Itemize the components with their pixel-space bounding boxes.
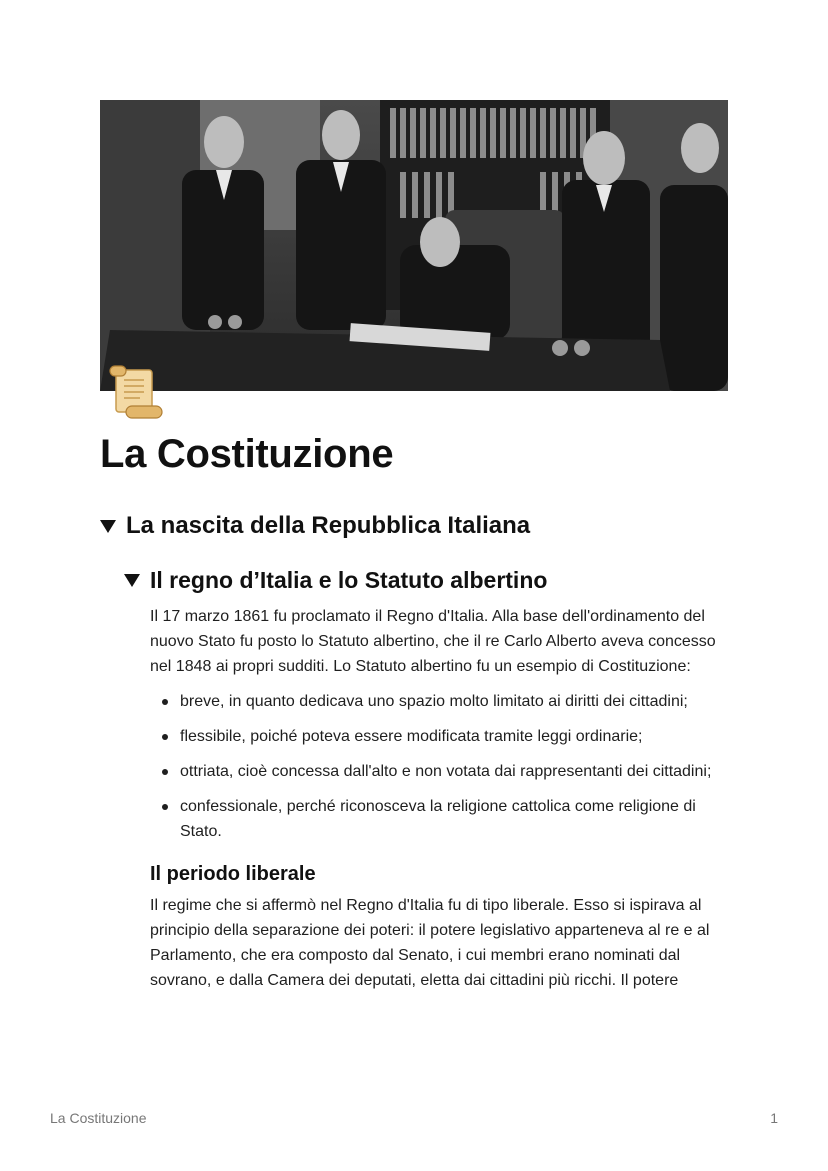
list-item: ottriata, cioè concessa dall'alto e non votata dai rappresentanti dei cittadini;	[150, 759, 730, 784]
list-item: breve, in quanto dedicava uno spazio molto limitato ai diritti dei cittadini;	[150, 689, 730, 714]
triangle-down-icon[interactable]	[100, 520, 116, 533]
list-item: confessionale, perché riconosceva la religione cattolica come religione di Stato.	[150, 794, 730, 844]
triangle-down-icon[interactable]	[124, 574, 140, 587]
liberal-paragraph: Il regime che si affermò nel Regno d'Italia fu di tipo liberale. Esso si ispirava al principio della separazione dei poteri: il potere legislativo apparteneva al re e al Parlamento, che era composto dal Senato, i cui membri erano nominati dal sovrano, e dalla Camera dei deputati, eletta dai cittadini più ricchi. Il potere	[150, 897, 710, 989]
toggle-heading-label: Il regno d’Italia e lo Statuto albertino	[150, 567, 548, 593]
toggle-heading-label: La nascita della Repubblica Italiana	[126, 512, 531, 539]
page-title: La Costituzione	[100, 432, 394, 476]
toggle-heading-regno[interactable]	[124, 567, 547, 594]
toggle-heading-nascita[interactable]	[100, 512, 530, 540]
content-body	[150, 604, 730, 993]
cover-image	[100, 100, 728, 391]
footer-doc-title: La Costituzione	[50, 1110, 147, 1126]
intro-paragraph: Il 17 marzo 1861 fu proclamato il Regno d'Italia. Alla base dell'ordinamento del nuovo Stato fu posto lo Statuto albertino, che il re Carlo Alberto aveva concesso nel 1848 ai propri sudditi. Lo Statuto albertino fu un esempio di Costituzione:	[150, 608, 716, 675]
subheading-periodo-liberale: Il periodo liberale	[150, 863, 316, 885]
scroll-icon	[104, 364, 164, 420]
bullet-list	[150, 689, 730, 844]
cover-photo	[100, 100, 728, 391]
footer-page-number: 1	[770, 1110, 778, 1126]
list-item: flessibile, poiché poteva essere modificata tramite leggi ordinarie;	[150, 724, 730, 749]
